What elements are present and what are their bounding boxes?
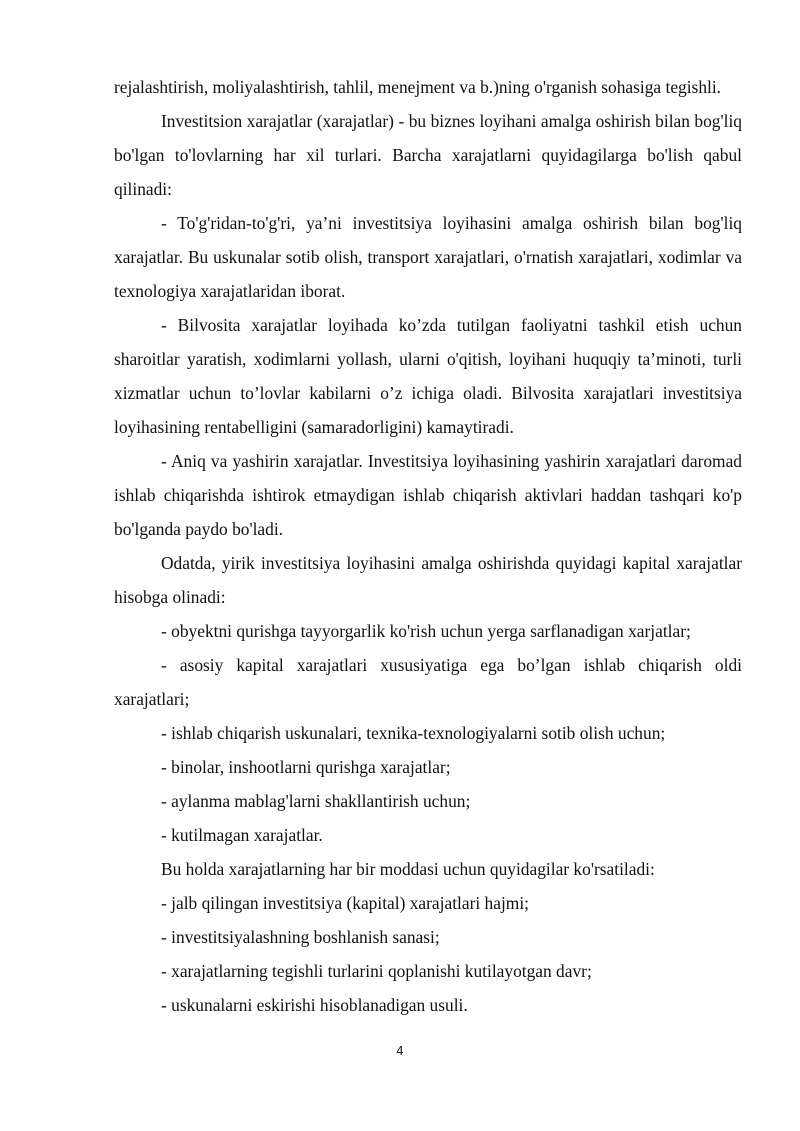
paragraph-direct-costs: - To'g'ridan-to'g'ri, ya’ni investitsiya loyihasini amalga oshirish bilan bog'liq xarajatlar. Bu uskunalar sotib olish, transport xarajatlari, o'rnatish xarajatlari, xodimlar va texnologiya xarajatlaridan iborat. bbox=[114, 213, 742, 301]
paragraph-indirect-costs: - Bilvosita xarajatlar loyihada ko’zda tutilgan faoliyatni tashkil etish uchun sharoitlar yaratish, xodimlarni yollash, ularni o'qitish, loyihani huquqiy ta’minoti, turli xizmatlar uchun to’lovlar kabilarni o’z ichiga oladi. Bilvosita xarajatlari investitsiya loyihasining rentabelligini (samaradorligini) kamaytiradi. bbox=[114, 315, 742, 437]
list-item-land-preparation: - obyektni qurishga tayyorgarlik ko'rish uchun yerga sarflanadigan xarjatlar; bbox=[161, 621, 691, 641]
paragraph-cost-items-intro: Bu holda xarajatlarning har bir moddasi uchun quyidagilar ko'rsatiladi: bbox=[161, 859, 655, 879]
paragraph-continuation: rejalashtirish, moliyalashtirish, tahlil, menejment va b.)ning o'rganish sohasiga tegishli. bbox=[114, 77, 722, 97]
paragraph-hidden-costs: - Aniq va yashirin xarajatlar. Investitsiya loyihasining yashirin xarajatlari daromad ishlab chiqarishda ishtirok etmaydigan ishlab chiqarish aktivlari haddan tashqari ko'p bo'lganda paydo bo'ladi. bbox=[114, 451, 742, 539]
list-item-equipment-purchase: - ishlab chiqarish uskunalari, texnika-texnologiyalarni sotib olish uchun; bbox=[161, 723, 666, 743]
list-item-start-date: - investitsiyalashning boshlanish sanasi; bbox=[161, 927, 440, 947]
list-item-investment-volume: - jalb qilingan investitsiya (kapital) xarajatlari hajmi; bbox=[161, 893, 529, 913]
list-item-working-capital: - aylanma mablag'larni shakllantirish uchun; bbox=[161, 791, 471, 811]
page-body bbox=[114, 70, 742, 1022]
list-item-depreciation-method: - uskunalarni eskirishi hisoblanadigan usuli. bbox=[161, 995, 468, 1015]
paragraph-capital-costs-intro: Odatda, yirik investitsiya loyihasini amalga oshirishda quyidagi kapital xarajatlar hisobga olinadi: bbox=[114, 553, 742, 607]
page-number: 4 bbox=[396, 1044, 404, 1058]
list-item-payback-period: - xarajatlarning tegishli turlarini qoplanishi kutilayotgan davr; bbox=[161, 961, 592, 981]
list-item-contingency: - kutilmagan xarajatlar. bbox=[161, 825, 323, 845]
list-item-buildings: - binolar, inshootlarni qurishga xarajatlar; bbox=[161, 757, 451, 777]
paragraph-investment-costs-definition: Investitsion xarajatlar (xarajatlar) - bu biznes loyihani amalga oshirish bilan bog'liq bo'lgan to'lovlarning har xil turlari. Barcha xarajatlarni quyidagilarga bo'lish qabul qilinadi: bbox=[114, 111, 742, 199]
list-item-preproduction-costs: - asosiy kapital xarajatlari xususiyatiga ega bo’lgan ishlab chiqarish oldi xarajatlari; bbox=[114, 655, 742, 709]
